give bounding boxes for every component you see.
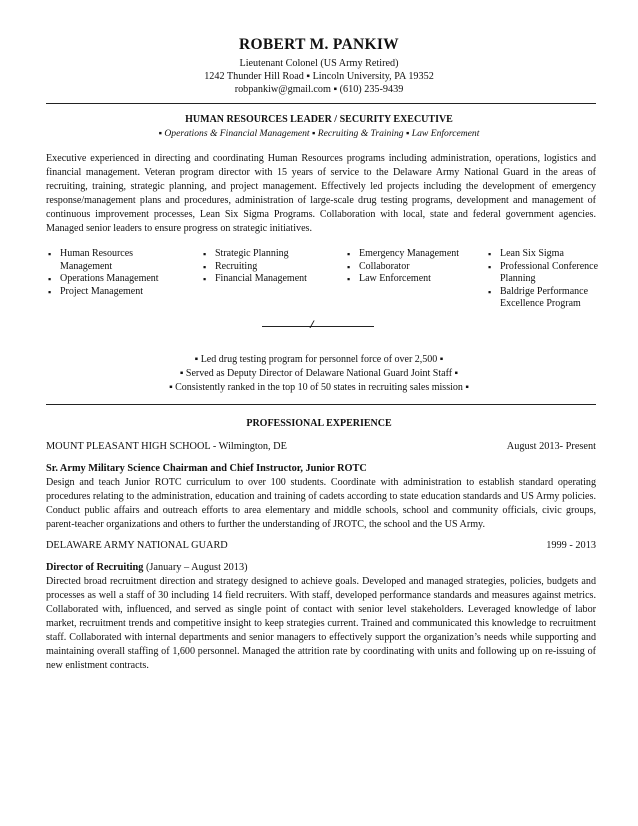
header-rule [46,103,596,104]
candidate-name: ROBERT M. PANKIW [239,36,399,53]
skill-item: ▪ Recruiting [203,261,333,274]
skill-item: ▪ Financial Management [203,273,333,286]
achievement-2: ▪ Served as Deputy Director of Delaware National Guard Joint Staff ▪ [179,368,459,379]
summary-paragraph [46,152,596,236]
achievement-1: ▪ Led drug testing program for personnel force of over 2,500 ▪ [194,354,444,365]
contact-line: robpankiw@gmail.com ▪ (610) 235-9439 [234,84,404,95]
achievement-3: ▪ Consistently ranked in the top 10 of 50 states in recruiting sales mission ▪ [169,382,469,393]
skill-item: ▪ Law Enforcement [347,273,477,286]
job-1-description-text: Design and teach Junior ROTC curriculum to over 100 students. Coordinate with administration to establish standard operating procedures relating to the administration, education and training of cadets according to state education standards and US Army policies. Conduct public affairs and outreach efforts to area elementary and middle schools, school and community officials, civic groups, parent-teacher organizations and others to further the understanding of JROTC, the school and the US Army. [46,477,596,530]
skill-item: ▪ Human Resources Management [48,248,178,273]
job-2-header [46,540,596,551]
skill-item: ▪ Emergency Management [347,248,477,261]
skill-item: ▪ Project Management [48,286,178,299]
skills-column-3 [347,248,477,286]
job-1-description [46,476,596,532]
job-1-title [46,463,596,474]
summary-text: Executive experienced in directing and coordinating Human Resources programs including administration, operations, logistics and financial management. Veteran program director with 15 years of service to the Delaware Army National Guard in the areas of recruiting, training, strategic planning, and project management. Effectively led projects including the development of emergency response/management plans and procedures, administration of large-scale drug testing programs, development and management of continuous improvement processes, Lean Six Sigma Programs. Collaboration with local, state and federal government agencies. Managed senior leaders to ensure progress on strategic initiatives. [46,153,596,234]
experience-rule [46,404,596,405]
job-2-employer: DELAWARE ARMY NATIONAL GUARD [46,540,228,551]
job-2-description-text: Directed broad recruitment direction and strategy designed to achieve goals. Developed and managed strategies, policies, budgets and processes as well a staff of 30 including 14 field recruiters. With staff, developed performance standards and measures against metrics. Collaborated with, influenced, and served as single point of contact with senior level stakeholders. Leveraged knowledge of labor market, recruitment trends and competitive insight to keep strategies current. Trained and communicated this knowledge to recruitment staff. Collaborated with internal departments and senior managers to effectively support the organization’s needs while supporting and maintaining overall staffing of 1,600 personnel. Managed the attrition rate by coordinating with units and following up on re-issuing of new enlistment contracts. [46,576,596,671]
job-2-dates: 1999 - 2013 [546,540,596,551]
skills-column-2 [203,248,333,286]
job-1-dates: August 2013- Present [506,441,596,452]
job-1-header [46,441,596,452]
address-line: 1242 Thunder Hill Road ▪ Lincoln University, PA 19352 [204,71,434,82]
skills-column-4 [488,248,608,311]
skill-item: ▪ Professional Conference Planning [488,261,608,286]
section-divider [262,326,374,327]
skill-item: ▪ Operations Management [48,273,178,286]
job-2-title [46,562,596,573]
summary-heading: HUMAN RESOURCES LEADER / SECURITY EXECUTIVE [185,114,453,125]
job-2-title-dates: (January – August 2013) [146,562,248,573]
skill-item: ▪ Collaborator [347,261,477,274]
skill-item: ▪ Baldrige Performance Excellence Program [488,286,608,311]
skills-column-1 [48,248,178,298]
experience-heading: PROFESSIONAL EXPERIENCE [246,418,392,429]
skill-item: ▪ Lean Six Sigma [488,248,608,261]
rank-line: Lieutenant Colonel (US Army Retired) [239,58,399,69]
job-2-title-text: Director of Recruiting [46,562,144,573]
job-2-description [46,575,596,673]
divider-mark: // [310,317,311,331]
skill-item: ▪ Strategic Planning [203,248,333,261]
summary-tagline: ▪ Operations & Financial Management ▪ Recruiting & Training ▪ Law Enforcement [158,128,480,139]
job-1-title-text: Sr. Army Military Science Chairman and Chief Instructor, Junior ROTC [46,463,367,474]
job-1-employer: MOUNT PLEASANT HIGH SCHOOL - Wilmington, DE [46,441,287,452]
